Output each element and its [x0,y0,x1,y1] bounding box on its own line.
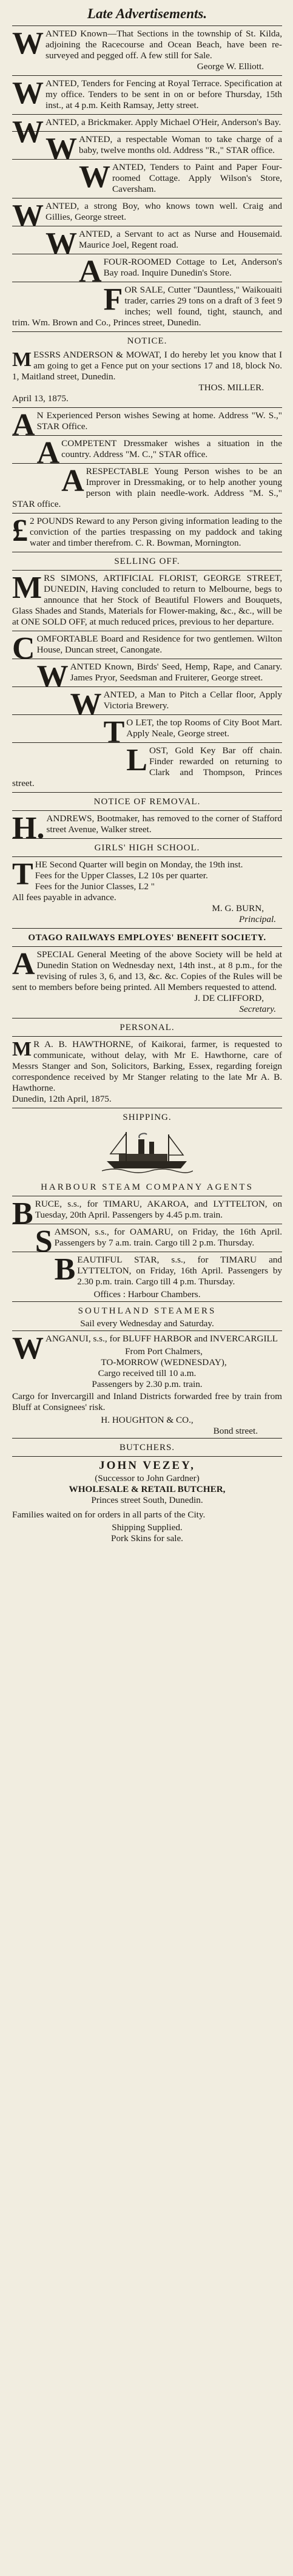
ad-dressmaker: ACOMPETENT Dressmaker wishes a situation in the country. Address "M. C.," STAR office. [36,436,282,470]
ad-cellar: WANTED, a Man to Pitch a Cellar floor, Apply Victoria Brewery. [70,687,282,722]
divider [12,114,282,115]
divider [12,792,282,793]
butcher-families: Families waited on for orders in all parts of the City. [12,1510,206,1520]
divider [12,810,282,811]
divider [12,1438,282,1439]
divider [12,1330,282,1331]
southland-sub: Sail every Wednesday and Saturday. [80,1318,214,1329]
ad-sections: WANTED Known—That Sections in the township of St. Kilda, adjoining the Racecourse and Ocean Beach, have been re-surveyed and pegged off. A few still for Sale. George W. Elliott. [12,26,282,72]
ad-woman: WANTED, a respectable Woman to take charge of a baby, twelve months old. Address "R.," STAR office. [45,132,282,166]
ad-fencing: WANTED, Tenders for Fencing at Royal Terrace. Specification at my office. Tenders to be sent in on or before Thursday, 15th inst., at 4 p.m. Keith Ramsay, Jetty street. [12,76,282,110]
divider [12,714,282,715]
divider [12,570,282,571]
ad-seed: WANTED Known, Birds' Seed, Hemp, Rape, and Canary. James Pryor, Seedsman and Fruiterer, George street. [36,659,282,694]
wanganui-passengers: Passengers by 2.30 p.m. train. [92,1379,203,1389]
ad-to-let: TO LET, the top Rooms of City Boot Mart. Apply Neale, George street. [103,715,282,750]
ad-improver: ARESPECTABLE Young Person wishes to be an Improver in Dressmaking, or to help another young person with plain needle-work. Address "M. S.," STAR office. [12,464,282,509]
selling-off-heading: SELLING OFF. [114,557,180,566]
railway-heading: OTAGO RAILWAYS EMPLOYES' BENEFIT SOCIETY. [28,933,266,943]
butcher-name: JOHN VEZEY, [99,1459,195,1472]
personal-ad: MR A. B. HAWTHORNE, of Kaikorai, farmer, is requested to communicate, without delay, with Mr E. Hawthorne, care of Messrs Stanger and Son, Solicitors, Barking, Essex, regarding foreign correspondence received by Mr Stanger relating to the late Mr A. B. Hawthorne. Dunedin, 12th April, 1875. [12,1038,282,1104]
school-heading: GIRLS' HIGH SCHOOL. [94,843,200,853]
ad-cutter: FOR SALE, Cutter "Dauntless," Waikouaiti trader, carries 29 tons on a draft of 3 feet 9 inches; well found, tight, staunch, and trim. Wm. Brown and Co., Princes street, Dunedin. [12,282,282,328]
personal-heading: PERSONAL. [120,1023,175,1032]
ad-sewing: AN Experienced Person wishes Sewing at home. Address "W. S.," STAR Office. [12,408,282,442]
shipping-samson: SAMSON, s.s., for OAMARU, on Friday, the 16th April. Passengers by 7 a.m. train. Cargo till 2 p.m. Thursday. [35,1224,282,1259]
shipping-offices: Offices : Harbour Chambers. [93,1289,201,1300]
divider [12,928,282,929]
removal-ad: H.ANDREWS, Bootmaker, has removed to the corner of Stafford street Avenue, Walker street. [12,811,282,846]
butcher-trade: WHOLESALE & RETAIL BUTCHER, [69,1484,226,1494]
removal-heading: NOTICE OF REMOVAL. [93,797,201,807]
divider [12,513,282,514]
divider [12,25,282,26]
shipping-agent-street: Bond street. [213,1426,258,1436]
steamship-illustration [102,1130,193,1173]
divider [12,1301,282,1302]
school-ad: THE Second Quarter will begin on Monday, the 19th inst. Fees for the Upper Classes, L2 10s per quarter. Fees for the Junior Classes, L2 " All fees payable in advance. M. G. BURN, Principal. [12,857,276,924]
ad-reward: £2 POUNDS Reward to any Person giving information leading to the conviction of the parties trespassing on my paddock and taking water and timber therefrom. C. R. Bowman, Mornington. [12,514,282,548]
ad-cottage: AFOUR-ROOMED Cottage to Let, Anderson's Bay road. Inquire Dunedin's Store. [79,254,282,289]
ad-board: COMFORTABLE Board and Residence for two gentlemen. Wilton House, Duncan street, Canongate. [12,631,282,666]
selling-off-ad: MRS SIMONS, ARTIFICIAL FLORIST, GEORGE STREET, DUNEDIN, Having concluded to return to Melbourne, begs to announce that her Stock of Beautiful Flowers and Bouquets, Glass Shades and Stands, Materials for Flower-making, &c., &c., will be at ONE SOLD OFF, at much reduced prices, previous to her departure. [12,571,282,627]
divider [12,946,282,947]
butcher-successor: (Successor to John Gardner) [95,1473,200,1483]
divider [12,331,282,332]
butcher-shipping: Shipping Supplied. [112,1522,183,1533]
wanganui-invercargill: Cargo for Invercargill and Inland Districts forwarded free by train from Bluff at Consignees' risk. [12,1391,282,1412]
railway-ad: ASPECIAL General Meeting of the above Society will be held at Dunedin Station on Wednesday next, 14th inst., at 8 p.m., for the revising of rules 3, 6, and 13, &c. &c. Copies of the Rules will be sent to members before being printed. All Members requested to attend. J. DE CLIFFORD, Secretary. [12,947,282,1014]
wanganui-from: From Port Chalmers, [125,1346,203,1357]
shipping-agent: H. HOUGHTON & CO., [101,1415,194,1425]
butcher-address: Princes street South, Dunedin. [91,1495,203,1505]
notice-ad: MESSRS ANDERSON & MOWAT, I do hereby let you know that I am going to get a Fence put on your sections 17 and 18, block No. 1, Maitland street, Dunedin. THOS. MILLER. April 13, 1875. [12,348,282,404]
divider [12,1456,282,1457]
divider [12,407,282,408]
shipping-beautiful-star: BEAUTIFUL STAR, s.s., for TIMARU and LYTTELTON, on Friday, 16th April. Passengers by 2.30 p.m. train. Cargo till 4 p.m. Thursday. [54,1252,282,1287]
ad-servant: WANTED, a Servant to act as Nurse and Housemaid. Maurice Joel, Regent road. [45,226,282,261]
divider [12,75,282,76]
butcher-pork: Pork Skins for sale. [111,1533,183,1544]
wanganui-tomorrow: TO-MORROW (WEDNESDAY), [101,1357,227,1368]
divider [12,1036,282,1037]
southland-heading: SOUTHLAND STEAMERS [78,1306,217,1316]
page-title: Late Advertisements. [87,6,207,21]
notice-heading: NOTICE. [127,336,167,346]
ad-paint: WANTED, Tenders to Paint and Paper Four-roomed Cottage. Apply Wilson's Store, Caversham. [79,160,282,194]
ad-brickmaker: WANTED, a Brickmaker. Apply Michael O'Heir, Anderson's Bay. [12,115,281,149]
butchers-heading: BUTCHERS. [119,1443,175,1452]
shipping-wanganui: WANGANUI, s.s., for BLUFF HARBOR and INVERCARGILL [12,1331,278,1366]
wanganui-cargo: Cargo received till 10 a.m. [98,1368,197,1378]
agents-heading: HARBOUR STEAM COMPANY AGENTS [41,1182,254,1192]
ad-boy: WANTED, a strong Boy, who knows town well. Craig and Gillies, George street. [12,198,282,233]
ad-lost: LOST, Gold Key Bar off chain. Finder rewarded on returning to Clark and Thompson, Princes street. [12,743,282,788]
shipping-heading: SHIPPING. [123,1113,172,1122]
divider [12,856,282,857]
divider [12,838,282,839]
divider [12,1018,282,1019]
shipping-bruce: BRUCE, s.s., for TIMARU, AKAROA, and LYTTELTON, on Tuesday, 20th April. Passengers by 4.45 p.m. train. [12,1196,282,1231]
